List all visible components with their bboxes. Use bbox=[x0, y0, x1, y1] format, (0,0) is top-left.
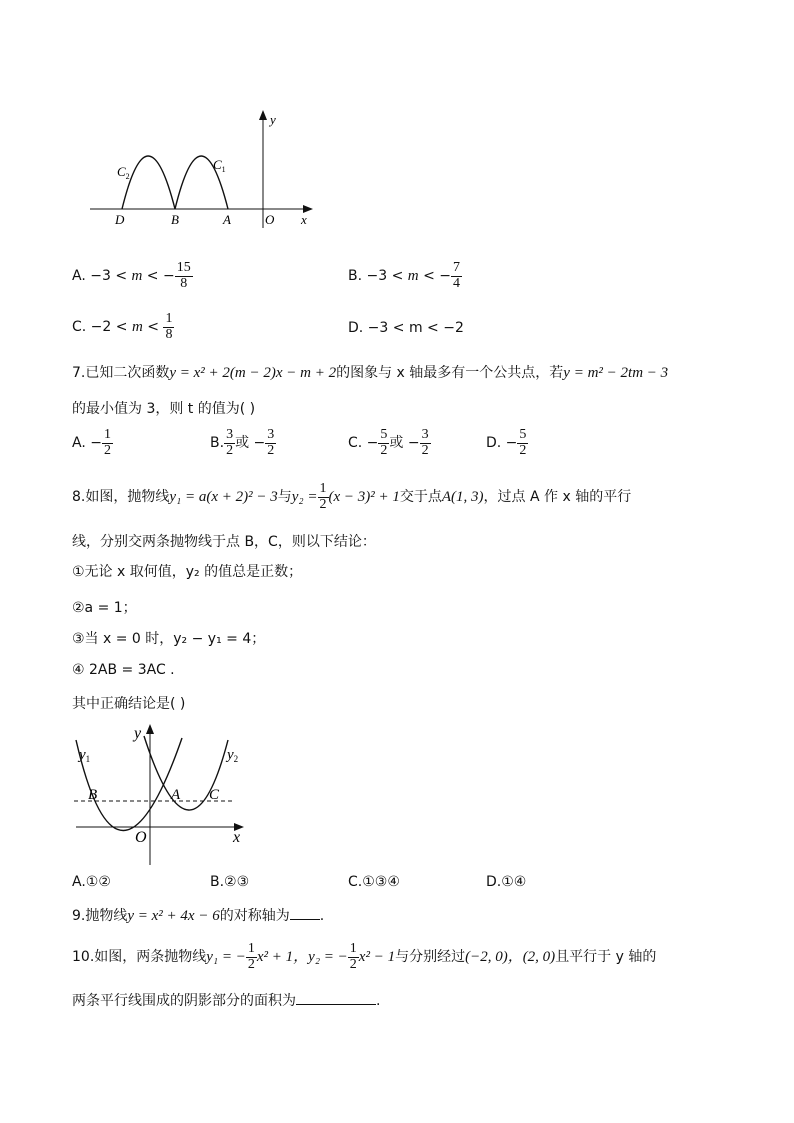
q7-line2: 的最小值为 3，则 t 的值为( ) bbox=[72, 401, 256, 417]
q7-option-c: C. − $\frac{5}{2}$ 或 − $\frac{3}{2}$ bbox=[348, 427, 429, 458]
label-y1: $y_1$ bbox=[79, 747, 91, 764]
y-axis-arrow bbox=[259, 110, 267, 120]
q10-line1: 10.如图，两条抛物线y₁ = − $\frac{1}{2}$ x² + 1，y₂ = − $\frac{1}{2}$ x² − 1与分别经过(−2, 0)，(2, 0)且平行于 y 轴的 bbox=[72, 941, 657, 972]
q8-line1: 8.如图，抛物线y₁ = a(x + 2)² − 3与y₂ = $\frac{1}{2}$ (x − 3)² + 1交于点A(1, 3)，过点 A 作 x 轴的平行 bbox=[72, 481, 632, 512]
label-d: D bbox=[115, 212, 125, 227]
label-origin: O bbox=[265, 212, 275, 227]
q8-option-c: C.①③④ bbox=[348, 874, 400, 890]
q8-line2: 线，分别交两条抛物线于点 B，C，则以下结论： bbox=[72, 534, 376, 550]
q8-option-b: B.②③ bbox=[210, 874, 250, 890]
label-y2: $y_2$ bbox=[227, 747, 239, 764]
q8-conclusion-3: ③当 x = 0 时，y₂ − y₁ = 4； bbox=[72, 631, 266, 647]
figure-parabolas-y1-y2 bbox=[70, 722, 255, 867]
q6-option-c: C. −2 < m < $\frac{1}{8}$ bbox=[72, 311, 173, 342]
q6-option-b: B. −3 < m < − $\frac{7}{4}$ bbox=[348, 260, 460, 291]
curve-y1 bbox=[76, 738, 182, 831]
label-y: y bbox=[270, 112, 276, 127]
label-x: x bbox=[233, 829, 241, 846]
q6-option-a: A. −3 < m < − $\frac{15}{8}$ bbox=[72, 260, 191, 291]
q7-option-b: B. $\frac{3}{2}$ 或 − $\frac{3}{2}$ bbox=[210, 427, 275, 458]
label-a: A bbox=[223, 212, 231, 227]
answer-blank[interactable] bbox=[290, 905, 320, 920]
label-c2: $C_2$ bbox=[117, 164, 130, 181]
q7-option-d: D. − $\frac{5}{2}$ bbox=[486, 427, 527, 458]
curve-c2 bbox=[122, 156, 175, 209]
figure-parabolas-c1-c2 bbox=[85, 108, 325, 233]
label-origin: O bbox=[135, 829, 147, 846]
q9-question: 9.抛物线y = x² + 4x − 6的对称轴为 . bbox=[72, 905, 324, 925]
q10-line2: 两条平行线围成的阴影部分的面积为 . bbox=[72, 990, 380, 1010]
q8-conclusion-1: ①无论 x 取何值，y₂ 的值总是正数； bbox=[72, 564, 303, 580]
q8-option-d: D.①④ bbox=[486, 874, 527, 890]
fraction: $\frac{15}{8}$ bbox=[176, 260, 191, 291]
q8-conclusion-2: ②a = 1； bbox=[72, 600, 137, 616]
fraction: $\frac{1}{8}$ bbox=[165, 311, 173, 342]
q7-option-a: A. − $\frac{1}{2}$ bbox=[72, 427, 111, 458]
q8-option-a: A.①② bbox=[72, 874, 111, 890]
q8-question: 其中正确结论是( ) bbox=[72, 696, 186, 712]
label-b: B bbox=[171, 212, 179, 227]
label-x: x bbox=[301, 212, 307, 227]
q8-conclusion-4: ④ 2AB = 3AC . bbox=[72, 662, 175, 678]
label-c: C bbox=[209, 787, 220, 803]
answer-blank[interactable] bbox=[296, 990, 376, 1005]
label-b: B bbox=[88, 787, 98, 803]
q6-option-d: D. −3 < m < −2 bbox=[348, 320, 464, 336]
label-y: y bbox=[134, 725, 142, 742]
label-c1: $C_1$ bbox=[213, 157, 226, 174]
fraction: $\frac{7}{4}$ bbox=[453, 260, 460, 291]
y-axis-arrow bbox=[146, 724, 154, 734]
label-a: A bbox=[171, 787, 181, 803]
q7-line1: 7.已知二次函数y = x² + 2(m − 2)x − m + 2的图象与 x 轴最多有一个公共点，若y = m² − 2tm − 3 bbox=[72, 365, 669, 381]
